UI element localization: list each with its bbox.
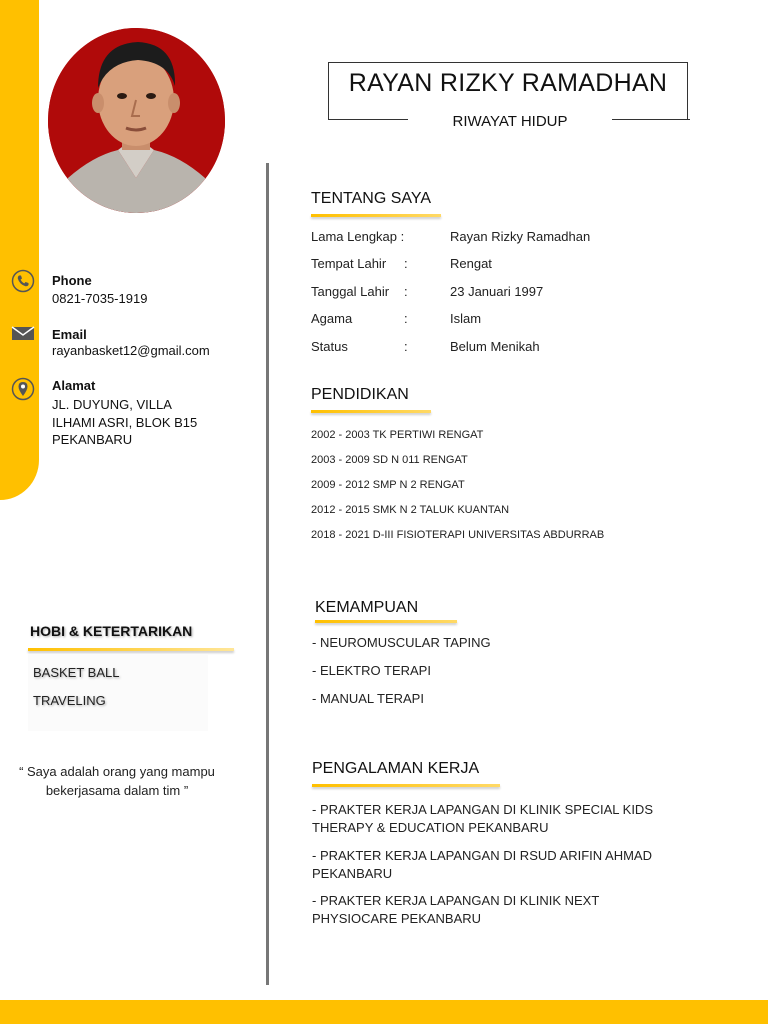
experience-line: - PRAKTER KERJA LAPANGAN DI KLINIK NEXT	[312, 893, 600, 908]
about-value: 23 Januari 1997	[450, 284, 544, 299]
address-line-2: ILHAMI ASRI, BLOK B15	[52, 415, 198, 430]
location-icon	[11, 377, 35, 401]
full-name: RAYAN RIZKY RAMADHAN	[348, 69, 668, 97]
experience-line: - PRAKTER KERJA LAPANGAN DI KLINIK SPECIAL KIDS	[312, 802, 653, 817]
quote-line-2: bekerjasama dalam tim ”	[45, 783, 189, 798]
address-line-3: PEKANBARU	[52, 432, 133, 447]
about-value: Belum Menikah	[450, 339, 540, 354]
about-label: Tanggal Lahir	[311, 284, 390, 299]
hobby-title: HOBI & KETERTARIKAN	[30, 623, 193, 639]
experience-item	[312, 801, 712, 837]
phone-value: 0821-7035-1919	[52, 291, 148, 306]
about-colon: :	[404, 284, 408, 299]
about-label: Status	[311, 339, 348, 354]
profile-photo	[48, 28, 225, 213]
document-subtitle: RIWAYAT HIDUP	[452, 113, 568, 130]
hobby-underline	[28, 648, 234, 651]
about-label: Agama	[311, 311, 353, 326]
email-value: rayanbasket12@gmail.com	[52, 343, 210, 358]
about-colon: :	[404, 311, 408, 326]
column-divider	[266, 163, 269, 985]
phone-label: Phone	[52, 273, 92, 288]
bottom-accent-bar	[0, 1000, 768, 1024]
email-icon	[11, 321, 35, 345]
about-underline	[311, 214, 441, 217]
education-item: 2012 - 2015 SMK N 2 TALUK KUANTAN	[311, 504, 510, 516]
education-item: 2002 - 2003 TK PERTIWI RENGAT	[311, 429, 484, 441]
education-item: 2009 - 2012 SMP N 2 RENGAT	[311, 479, 465, 491]
about-title: TENTANG SAYA	[311, 190, 432, 207]
hobby-item: BASKET BALL	[33, 665, 120, 680]
skill-item: - ELEKTRO TERAPI	[312, 663, 431, 678]
skill-item: - MANUAL TERAPI	[312, 691, 424, 706]
education-title: PENDIDIKAN	[311, 386, 409, 403]
skills-underline	[315, 620, 457, 623]
about-value: Rengat	[450, 256, 492, 271]
experience-line: PHYSIOCARE PEKANBARU	[312, 911, 482, 926]
about-colon: :	[404, 339, 408, 354]
experience-item	[312, 847, 712, 883]
education-item: 2003 - 2009 SD N 011 RENGAT	[311, 454, 468, 466]
about-label: Lama Lengkap :	[311, 229, 405, 244]
quote-line-1: “ Saya adalah orang yang mampu	[19, 764, 215, 779]
experience-line: THERAPY & EDUCATION PEKANBARU	[312, 820, 549, 835]
experience-line: - PRAKTER KERJA LAPANGAN DI RSUD ARIFIN AHMAD	[312, 848, 652, 863]
education-underline	[311, 410, 431, 413]
about-label: Tempat Lahir	[311, 256, 387, 271]
quote	[8, 762, 226, 800]
about-value: Rayan Rizky Ramadhan	[450, 229, 591, 244]
experience-item	[312, 892, 712, 928]
about-colon: :	[404, 256, 408, 271]
email-label: Email	[52, 327, 87, 342]
skills-title: KEMAMPUAN	[315, 599, 419, 616]
hobby-item: TRAVELING	[33, 693, 106, 708]
address-label: Alamat	[52, 378, 96, 393]
experience-title: PENGALAMAN KERJA	[312, 760, 480, 777]
phone-icon	[11, 269, 35, 293]
experience-line: PEKANBARU	[312, 866, 393, 881]
experience-underline	[312, 784, 500, 787]
skill-item: - NEUROMUSCULAR TAPING	[312, 635, 491, 650]
left-accent-bar	[0, 0, 39, 500]
education-item: 2018 - 2021 D-III FISIOTERAPI UNIVERSITAS ABDURRAB	[311, 529, 605, 541]
address-line-1: JL. DUYUNG, VILLA	[52, 397, 172, 412]
about-value: Islam	[450, 311, 482, 326]
